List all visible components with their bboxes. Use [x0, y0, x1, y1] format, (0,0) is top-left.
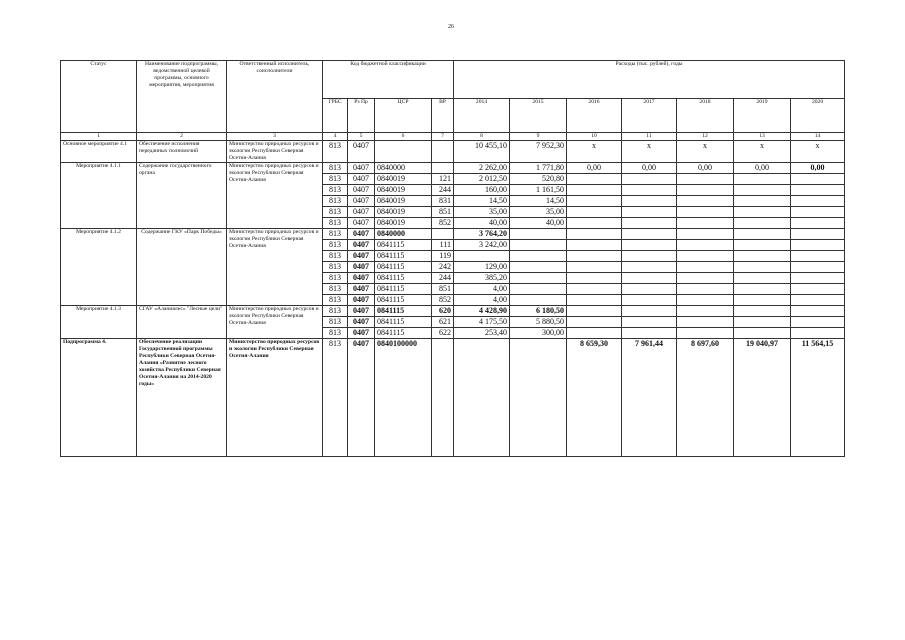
cell-y2019 [734, 327, 791, 338]
cell-y2017 [622, 283, 677, 294]
cell-y2017 [622, 184, 677, 195]
cell-csr: 0841115 [375, 261, 432, 272]
cell-y2019 [734, 283, 791, 294]
cell-rzpr: 0407 [348, 228, 375, 239]
header-rzpr: Рз Пр [348, 99, 375, 133]
cell-y2019 [734, 261, 791, 272]
cell-y2014: 10 455,10 [454, 141, 510, 163]
cell-rzpr: 0407 [348, 272, 375, 283]
cell-y2015 [510, 239, 567, 250]
cell-vr: 620 [432, 305, 454, 316]
cell-y2016: 0,00 [567, 162, 622, 173]
subprogram-y2020: 11 564,15 [791, 338, 845, 456]
cell-y2017 [622, 316, 677, 327]
cell-grbs: 813 [323, 195, 348, 206]
cell-vr: 851 [432, 206, 454, 217]
cell-y2017 [622, 272, 677, 283]
column-number: 2 [137, 133, 227, 141]
header-csr: ЦСР [375, 99, 432, 133]
header-expenses: Расходы (тыс. рублей), годы [454, 61, 845, 99]
cell-y2018 [677, 184, 734, 195]
cell-grbs: 813 [323, 316, 348, 327]
column-number: 3 [227, 133, 323, 141]
cell-y2017 [622, 173, 677, 184]
column-number: 7 [432, 133, 454, 141]
cell-vr: 852 [432, 217, 454, 228]
cell-grbs: 813 [323, 217, 348, 228]
cell-y2014: 2 012,50 [454, 173, 510, 184]
cell-y2015 [510, 272, 567, 283]
column-number: 5 [348, 133, 375, 141]
cell-y2015: 35,00 [510, 206, 567, 217]
cell-y2018: x [677, 141, 734, 163]
cell-grbs: 813 [323, 327, 348, 338]
cell-y2016 [567, 173, 622, 184]
cell-y2018 [677, 294, 734, 305]
cell-grbs: 813 [323, 272, 348, 283]
cell-y2020 [791, 184, 845, 195]
cell-y2019 [734, 228, 791, 239]
cell-csr: 0841115 [375, 272, 432, 283]
cell-y2019 [734, 272, 791, 283]
cell-y2020 [791, 206, 845, 217]
cell-y2019 [734, 217, 791, 228]
cell-y2017 [622, 305, 677, 316]
subprogram-rzpr: 0407 [348, 338, 375, 456]
cell-vr [432, 141, 454, 163]
cell-y2019 [734, 316, 791, 327]
cell-rzpr: 0407 [348, 305, 375, 316]
cell-vr [432, 162, 454, 173]
cell-y2017 [622, 195, 677, 206]
cell-rzpr: 0407 [348, 316, 375, 327]
cell-y2019 [734, 184, 791, 195]
cell-y2019 [734, 195, 791, 206]
cell-y2017: 0,00 [622, 162, 677, 173]
cell-grbs: 813 [323, 250, 348, 261]
cell-y2019 [734, 206, 791, 217]
cell-y2016 [567, 239, 622, 250]
subprogram-status: Подпрограмма 4. [61, 338, 137, 456]
row-executor: Министерство природных ресурсов и экологии Республики Северная Осетия-Алания [227, 228, 323, 305]
cell-y2018 [677, 316, 734, 327]
cell-grbs: 813 [323, 228, 348, 239]
cell-y2015 [510, 228, 567, 239]
cell-y2014: 3 764,20 [454, 228, 510, 239]
cell-y2014: 160,00 [454, 184, 510, 195]
cell-y2014: 129,00 [454, 261, 510, 272]
header-name: Наименование подпрограммы, ведомственной целевой программы, основного мероприятия, мероприятия [137, 61, 227, 133]
table-row [61, 305, 845, 316]
cell-y2018 [677, 206, 734, 217]
cell-y2018 [677, 261, 734, 272]
cell-y2016 [567, 261, 622, 272]
cell-y2017 [622, 327, 677, 338]
header-vr: ВР [432, 99, 454, 133]
cell-grbs: 813 [323, 206, 348, 217]
cell-y2020 [791, 195, 845, 206]
header-year: 2020 [791, 99, 845, 133]
cell-csr: 0840019 [375, 173, 432, 184]
cell-y2019 [734, 305, 791, 316]
cell-y2020 [791, 283, 845, 294]
budget-table [60, 60, 845, 457]
cell-y2018 [677, 327, 734, 338]
row-status: Основное мероприятие 4.1 [61, 141, 137, 163]
cell-y2017 [622, 250, 677, 261]
cell-y2018 [677, 305, 734, 316]
cell-csr: 0841115 [375, 294, 432, 305]
subprogram-y2014 [454, 338, 510, 456]
header-executor: Ответственный исполнитель, соисполнители [227, 61, 323, 133]
column-number: 13 [734, 133, 791, 141]
cell-csr: 0841115 [375, 327, 432, 338]
column-number: 6 [375, 133, 432, 141]
cell-csr: 0841115 [375, 250, 432, 261]
cell-csr: 0840019 [375, 184, 432, 195]
cell-y2020 [791, 327, 845, 338]
subprogram-y2019: 19 040,97 [734, 338, 791, 456]
cell-rzpr: 0407 [348, 327, 375, 338]
table-row [61, 141, 845, 163]
cell-y2014: 4,00 [454, 283, 510, 294]
cell-y2015: 1 161,50 [510, 184, 567, 195]
cell-y2016 [567, 283, 622, 294]
subprogram-executor: Министерство природных ресурсов и экологии Республики Северная Осетия-Алания [227, 338, 323, 456]
column-number: 10 [567, 133, 622, 141]
row-status: Мероприятие 4.1.2 [61, 228, 137, 305]
row-executor: Министерство природных ресурсов и экологии Республики Северная Осетия-Алания [227, 162, 323, 228]
cell-y2018 [677, 228, 734, 239]
cell-vr: 831 [432, 195, 454, 206]
cell-y2020 [791, 228, 845, 239]
column-number: 12 [677, 133, 734, 141]
row-name: Содержание государственного органа [137, 162, 227, 228]
cell-y2019: 0,00 [734, 162, 791, 173]
cell-y2018 [677, 173, 734, 184]
cell-y2016 [567, 184, 622, 195]
cell-rzpr: 0407 [348, 283, 375, 294]
cell-rzpr: 0407 [348, 239, 375, 250]
cell-y2017 [622, 217, 677, 228]
cell-vr: 851 [432, 283, 454, 294]
cell-vr: 111 [432, 239, 454, 250]
header-grbs: ГРБС [323, 99, 348, 133]
cell-y2017 [622, 294, 677, 305]
cell-grbs: 813 [323, 305, 348, 316]
cell-y2014: 4 175,50 [454, 316, 510, 327]
cell-y2020 [791, 250, 845, 261]
cell-rzpr: 0407 [348, 184, 375, 195]
cell-y2014: 40,00 [454, 217, 510, 228]
page-number: 26 [448, 24, 454, 30]
subprogram-name: Обеспечение реализации Государственной программы Республики Северная Осетия-Алания «Развитие лесного хозяйства Республики Северная Осетия-Алания на 2014-2020 годы» [137, 338, 227, 456]
cell-grbs: 813 [323, 162, 348, 173]
cell-y2014: 4,00 [454, 294, 510, 305]
header-year: 2014 [454, 99, 510, 133]
cell-y2020: x [791, 141, 845, 163]
cell-y2015: 6 180,50 [510, 305, 567, 316]
cell-csr: 0841115 [375, 316, 432, 327]
cell-y2014: 3 242,00 [454, 239, 510, 250]
header-year: 2019 [734, 99, 791, 133]
cell-y2020 [791, 294, 845, 305]
cell-grbs: 813 [323, 184, 348, 195]
cell-y2015 [510, 261, 567, 272]
row-name: СГАУ «Аланиялес» "Лесные цели" [137, 305, 227, 338]
subprogram-y2018: 8 697,60 [677, 338, 734, 456]
cell-y2017 [622, 239, 677, 250]
header-year: 2016 [567, 99, 622, 133]
header-year: 2015 [510, 99, 567, 133]
cell-y2017 [622, 206, 677, 217]
cell-vr: 852 [432, 294, 454, 305]
cell-vr: 121 [432, 173, 454, 184]
subprogram-y2015 [510, 338, 567, 456]
row-name: Содержание ГКУ «Парк Победы» [137, 228, 227, 305]
cell-y2019 [734, 294, 791, 305]
header-year: 2017 [622, 99, 677, 133]
column-number: 8 [454, 133, 510, 141]
cell-y2018 [677, 283, 734, 294]
cell-vr: 242 [432, 261, 454, 272]
cell-y2017 [622, 261, 677, 272]
cell-y2020: 0,00 [791, 162, 845, 173]
cell-y2019 [734, 250, 791, 261]
cell-y2018: 0,00 [677, 162, 734, 173]
cell-y2016 [567, 195, 622, 206]
cell-y2019 [734, 239, 791, 250]
cell-rzpr: 0407 [348, 294, 375, 305]
header-year: 2018 [677, 99, 734, 133]
cell-grbs: 813 [323, 283, 348, 294]
cell-y2020 [791, 272, 845, 283]
cell-csr: 0840019 [375, 217, 432, 228]
cell-rzpr: 0407 [348, 217, 375, 228]
subprogram-vr [432, 338, 454, 456]
cell-y2018 [677, 239, 734, 250]
cell-vr: 244 [432, 184, 454, 195]
cell-y2015: 1 771,80 [510, 162, 567, 173]
cell-csr: 0841115 [375, 239, 432, 250]
row-executor: Министерство природных ресурсов и экологии Республики Северная Осетия-Алания [227, 141, 323, 163]
cell-y2019: x [734, 141, 791, 163]
row-status: Мероприятие 4.1.1 [61, 162, 137, 228]
cell-y2015: 5 880,50 [510, 316, 567, 327]
cell-y2016: x [567, 141, 622, 163]
cell-y2014: 35,00 [454, 206, 510, 217]
table-row [61, 162, 845, 173]
subprogram-y2017: 7 961,44 [622, 338, 677, 456]
cell-y2020 [791, 217, 845, 228]
cell-vr: 621 [432, 316, 454, 327]
cell-rzpr: 0407 [348, 162, 375, 173]
cell-grbs: 813 [323, 239, 348, 250]
cell-y2014: 4 428,90 [454, 305, 510, 316]
cell-y2018 [677, 195, 734, 206]
cell-rzpr: 0407 [348, 206, 375, 217]
cell-y2016 [567, 316, 622, 327]
cell-csr: 0840019 [375, 206, 432, 217]
cell-y2015: 7 952,30 [510, 141, 567, 163]
cell-csr: 0841115 [375, 283, 432, 294]
cell-rzpr: 0407 [348, 261, 375, 272]
column-number: 14 [791, 133, 845, 141]
cell-y2017 [622, 228, 677, 239]
cell-rzpr: 0407 [348, 141, 375, 163]
cell-y2016 [567, 305, 622, 316]
cell-y2015 [510, 283, 567, 294]
cell-csr [375, 141, 432, 163]
cell-vr: 119 [432, 250, 454, 261]
cell-grbs: 813 [323, 261, 348, 272]
cell-y2016 [567, 206, 622, 217]
cell-y2020 [791, 239, 845, 250]
cell-y2015: 40,00 [510, 217, 567, 228]
cell-y2016 [567, 294, 622, 305]
subprogram-csr: 0840100000 [375, 338, 432, 456]
cell-y2018 [677, 217, 734, 228]
cell-y2020 [791, 316, 845, 327]
cell-grbs: 813 [323, 294, 348, 305]
cell-y2020 [791, 173, 845, 184]
cell-y2014: 2 262,00 [454, 162, 510, 173]
cell-y2015 [510, 250, 567, 261]
cell-y2016 [567, 228, 622, 239]
cell-y2014: 253,40 [454, 327, 510, 338]
cell-y2016 [567, 250, 622, 261]
column-number: 1 [61, 133, 137, 141]
cell-y2018 [677, 250, 734, 261]
cell-y2015: 520,80 [510, 173, 567, 184]
header-budget-code: Код бюджетной классификации [323, 61, 454, 99]
cell-y2016 [567, 272, 622, 283]
cell-y2015 [510, 294, 567, 305]
cell-vr [432, 228, 454, 239]
cell-vr: 244 [432, 272, 454, 283]
cell-csr: 0840000 [375, 162, 432, 173]
column-number: 11 [622, 133, 677, 141]
column-number: 4 [323, 133, 348, 141]
cell-csr: 0840019 [375, 195, 432, 206]
subprogram-row [61, 338, 845, 456]
cell-y2015: 14,50 [510, 195, 567, 206]
row-name: Обеспечение исполнения переданных полномочий [137, 141, 227, 163]
cell-rzpr: 0407 [348, 250, 375, 261]
cell-rzpr: 0407 [348, 195, 375, 206]
cell-grbs: 813 [323, 141, 348, 163]
subprogram-grbs: 813 [323, 338, 348, 456]
cell-y2018 [677, 272, 734, 283]
cell-y2014: 385,20 [454, 272, 510, 283]
header-status: Статус [61, 61, 137, 133]
table-row [61, 228, 845, 239]
cell-csr: 0840000 [375, 228, 432, 239]
column-number: 9 [510, 133, 567, 141]
cell-y2020 [791, 261, 845, 272]
cell-y2017: x [622, 141, 677, 163]
cell-y2016 [567, 217, 622, 228]
cell-y2020 [791, 305, 845, 316]
cell-y2015: 300,00 [510, 327, 567, 338]
cell-y2019 [734, 173, 791, 184]
subprogram-y2016: 8 659,30 [567, 338, 622, 456]
cell-grbs: 813 [323, 173, 348, 184]
cell-y2014: 14,50 [454, 195, 510, 206]
cell-y2014 [454, 250, 510, 261]
cell-csr: 0841115 [375, 305, 432, 316]
row-status: Мероприятие 4.1.3 [61, 305, 137, 338]
cell-rzpr: 0407 [348, 173, 375, 184]
row-executor: Министерство природных ресурсов и экологии Республики Северная Осетия-Алания [227, 305, 323, 338]
cell-y2016 [567, 327, 622, 338]
cell-vr: 622 [432, 327, 454, 338]
